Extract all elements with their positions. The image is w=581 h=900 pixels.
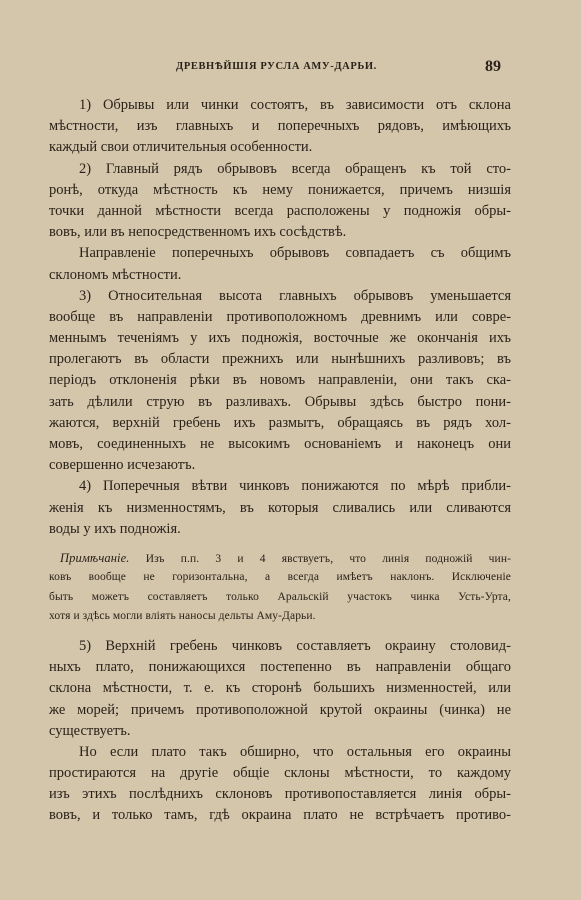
text-line: зать дѣлили струю въ разливахъ. Обрывы здѣсь быстро пони- [49,393,511,410]
text-line: 5) Верхній гребень чинковъ составляетъ окраину столовид- [79,637,511,654]
text-line: меннымъ теченіямъ у ихъ подножія, восточные же окончанія ихъ [49,330,511,347]
page-number: 89 [485,58,501,75]
text-line: точки данной мѣстности всегда расположены у подножія обры- [49,202,511,219]
running-title: ДРЕВНѢЙШІЯ РУСЛА АМУ-ДАРЬИ. [176,61,377,72]
text-line: 1) Обрывы или чинки состоятъ, въ зависимости отъ склона [79,97,511,113]
text-line: періодъ отклоненія рѣки въ новомъ направленіи, они такъ ска- [49,372,511,389]
text-line: мѣстности, изъ главныхъ и поперечныхъ рядовъ, имѣющихъ [49,118,511,135]
text-line: каждый свои отличительныя особенности. [49,139,313,156]
text-line: женія къ низменностямъ, въ которыя сливались или сливаются [49,499,511,516]
text-line: склона мѣстности, т. е. къ сторонѣ большихъ низменностей, или [49,680,511,697]
text-line: вовъ, или въ непосредственномъ ихъ сосѣдствѣ. [49,224,347,241]
note-text: Изъ п.п. 3 и 4 явствуетъ, что линія подножій чин- [145,552,511,565]
page-header [0,58,581,81]
main-text-block [49,636,511,827]
text-line: жаются, верхній гребень ихъ размытъ, обращаясь въ рядъ хол- [49,414,511,431]
page-body [49,95,511,827]
note-line: быть можетъ составляетъ только Аральскій участокъ чинка Усть-Урта, [49,590,511,603]
text-line: ныхъ плато, понижающихся постепенно въ направленіи общаго [49,659,511,676]
text-line: вообще въ направленіи противоположномъ древнимъ или совре- [49,308,511,325]
text-line: существуетъ. [49,722,131,739]
text-line: ронѣ, откуда мѣстность къ нему понижается, причемъ низшія [49,181,511,198]
note-line [49,549,511,569]
text-line: же морей; причемъ противоположной крутой окраины (чинка) не [49,701,511,718]
text-line: мовъ, соединенныхъ не высокимъ основаніемъ и наконецъ они [49,436,511,452]
text-line: Направленіе поперечныхъ обрывовъ совпадаетъ съ общимъ [79,245,511,262]
text-line: пролегаютъ въ области прежнихъ или нынѣшнихъ разливовъ; въ [49,351,511,368]
text-line: Но если плато такъ обширно, что остальныя его окраины [79,743,511,760]
text-line: 4) Поперечныя вѣтви чинковъ понижаются по мѣрѣ прибли- [79,478,511,495]
text-line: 3) Относительная высота главныхъ обрывовъ уменьшается [79,287,511,304]
note-line: хотя и здѣсь могли вліять наносы дельты Аму-Дарьи. [49,610,316,623]
note-label: Примѣчаніе. [60,550,130,565]
text-line: склономъ мѣстности. [49,266,182,283]
text-line: воды у ихъ подножія. [49,520,181,537]
footnote-block [49,549,511,627]
text-line: простираются на другіе общіе склоны мѣстности, то каждому [49,765,511,782]
text-line: изъ этихъ послѣднихъ склоновъ противопоставляется линія обры- [49,786,511,803]
main-text-block [49,95,511,540]
text-line: совершенно исчезаютъ. [49,457,196,474]
note-line: ковъ вообще не горизонтальна, а всегда имѣетъ наклонъ. Исключеніе [49,571,511,584]
text-line: вовъ, и только тамъ, гдѣ окраина плато не встрѣчаетъ противо- [49,807,511,824]
text-line: 2) Главный рядъ обрывовъ всегда обращенъ къ той сто- [79,160,511,177]
